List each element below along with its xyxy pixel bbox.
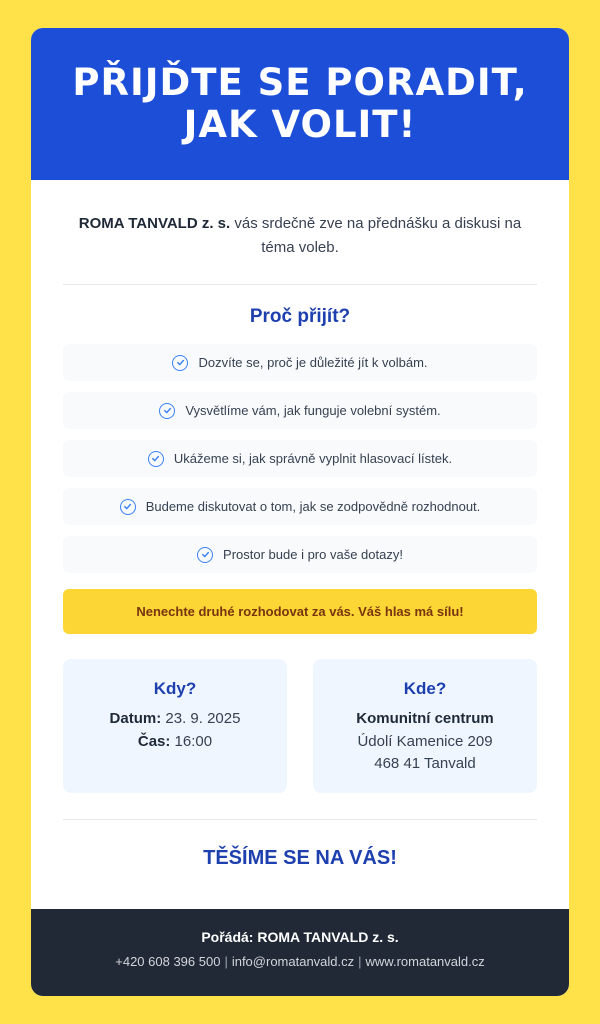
invitation-card [31, 28, 569, 996]
footer-separator: | [224, 954, 228, 969]
time-label: Čas: [137, 732, 171, 750]
venue-city: 468 41 Tanvald [374, 755, 476, 772]
callout-text: Nenechte druhé rozhodovat za vás. Váš hlas má sílu! [136, 604, 464, 619]
footer [31, 909, 569, 996]
page-title-line1: PŘIJĎTE SE PORADIT, [72, 61, 528, 104]
reason-text: Budeme diskutovat o tom, jak se zodpovědně rozhodnout. [145, 499, 481, 514]
check-circle-icon [120, 499, 136, 515]
reason-item [63, 440, 537, 477]
reason-item [63, 344, 537, 381]
reason-text: Prostor bude i pro vaše dotazy! [223, 547, 403, 562]
divider [63, 819, 537, 820]
closing-text: TĚŠÍME SE NA VÁS! [203, 847, 397, 869]
check-circle-icon [148, 451, 164, 467]
reason-text: Dozvíte se, proč je důležité jít k volbám. [198, 355, 428, 370]
time-value: 16:00 [170, 732, 213, 750]
time-line [63, 731, 287, 754]
check-circle-icon [159, 403, 175, 419]
footer-contacts [31, 954, 569, 969]
venue-street: Údolí Kamenice 209 [357, 732, 493, 750]
where-box [313, 659, 537, 793]
footer-separator: | [358, 954, 362, 969]
intro-org: ROMA TANVALD z. s. [78, 215, 231, 232]
reason-item [63, 536, 537, 573]
footer-email[interactable]: info@romatanvald.cz [231, 954, 355, 969]
date-value: 23. 9. 2025 [161, 710, 241, 727]
intro-body: vás srdečně zve na přednášku a diskusi na téma voleb. [230, 215, 522, 256]
header-banner [31, 28, 569, 180]
reason-item [63, 392, 537, 429]
where-title: Kde? [403, 679, 447, 698]
venue-name [313, 708, 537, 731]
reason-item [63, 488, 537, 525]
footer-phone[interactable]: +420 608 396 500 [115, 954, 221, 969]
check-circle-icon [197, 547, 213, 563]
when-title: Kdy? [153, 679, 197, 698]
venue-name-text: Komunitní centrum [356, 710, 494, 727]
callout-banner [63, 589, 537, 634]
footer-website[interactable]: www.romatanvald.cz [365, 954, 485, 969]
when-box [63, 659, 287, 793]
date-label: Datum: [109, 710, 162, 727]
why-title: Proč přijít? [249, 306, 351, 327]
date-line [63, 708, 287, 731]
reason-text: Vysvětlíme vám, jak funguje volební systém. [185, 403, 441, 418]
page-title-line2: JAK VOLIT! [183, 103, 417, 146]
check-circle-icon [172, 355, 188, 371]
footer-organizer: Pořádá: ROMA TANVALD z. s. [201, 929, 399, 945]
reasons-list [31, 344, 569, 573]
intro-text [31, 212, 569, 260]
event-details [63, 659, 537, 793]
divider [63, 284, 537, 285]
reason-text: Ukážeme si, jak správně vyplnit hlasovací lístek. [173, 451, 453, 466]
